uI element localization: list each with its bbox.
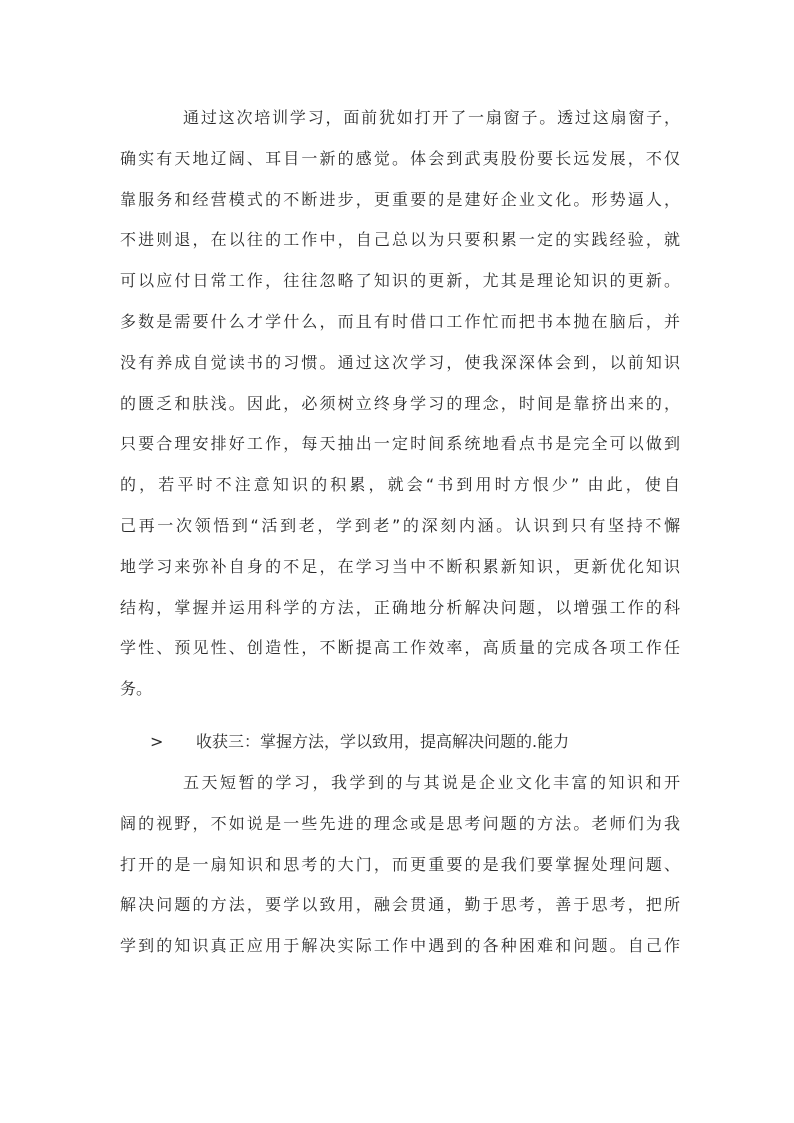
paragraph-2	[120, 763, 680, 967]
paragraph-line: 通过这次培训学习，面前犹如打开了一扇窗子。透过这扇窗子，	[183, 108, 680, 127]
paragraph-line: 的，若平时不注意知识的积累，就会“书到用时方恨少” 由此，使自	[120, 475, 680, 495]
paragraph-line: 多数是需要什么才学什么，而且有时借口工作忙而把书本抛在脑后，并	[120, 311, 680, 331]
bullet-marker: >	[150, 732, 164, 751]
paragraph-line: 结构，掌握并运用科学的方法，正确地分析解决问题，以增强工作的科	[120, 597, 680, 617]
paragraph-line: 学性、预见性、创造性，不断提高工作效率，高质量的完成各项工作任	[120, 638, 680, 658]
paragraph-line: 解决问题的方法，要学以致用，融会贯通，勤于思考，善于思考，把所	[120, 895, 680, 915]
paragraph-line: 只要合理安排好工作，每天抽出一定时间系统地看点书是完全可以做到	[120, 434, 680, 454]
paragraph-line: 不进则退，在以往的工作中，自己总以为只要积累一定的实践经验，就	[120, 230, 680, 250]
paragraph-line: 的匮乏和肤浅。因此，必须树立终身学习的理念，时间是靠挤出来的，	[120, 393, 680, 413]
paragraph-line: 己再一次领悟到“活到老，学到老”的深刻内涵。认识到只有坚持不懈	[120, 515, 680, 535]
paragraph-line: 靠服务和经营模式的不断进步，更重要的是建好企业文化。形势逼人，	[120, 189, 680, 209]
paragraph-line: 五天短暂的学习，我学到的与其说是企业文化丰富的知识和开	[183, 773, 680, 792]
paragraph-line: 打开的是一扇知识和思考的大门，而更重要的是我们要掌握处理问题、	[120, 854, 680, 874]
paragraph-line: 可以应付日常工作，往往忽略了知识的更新，尤其是理论知识的更新。	[120, 271, 680, 291]
paragraph-line: 务。	[120, 679, 153, 699]
paragraph-line: 地学习来弥补自身的不足，在学习当中不断积累新知识，更新优化知识	[120, 556, 680, 576]
paragraph-line: 阔的视野，不如说是一些先进的理念或是思考问题的方法。老师们为我	[120, 813, 680, 833]
paragraph-line: 学到的知识真正应用于解决实际工作中遇到的各种困难和问题。自己作	[120, 936, 680, 956]
paragraph-line: 确实有天地辽阔、耳目一新的感觉。体会到武夷股份要长远发展，不仅	[120, 148, 680, 168]
paragraph-line: 没有养成自觉读书的习惯。通过这次学习，使我深深体会到，以前知识	[120, 352, 680, 372]
section-heading-text: 收获三：掌握方法，学以致用，提高解决问题的.能力	[196, 732, 570, 751]
paragraph-1	[120, 98, 680, 710]
section-heading	[150, 722, 569, 762]
